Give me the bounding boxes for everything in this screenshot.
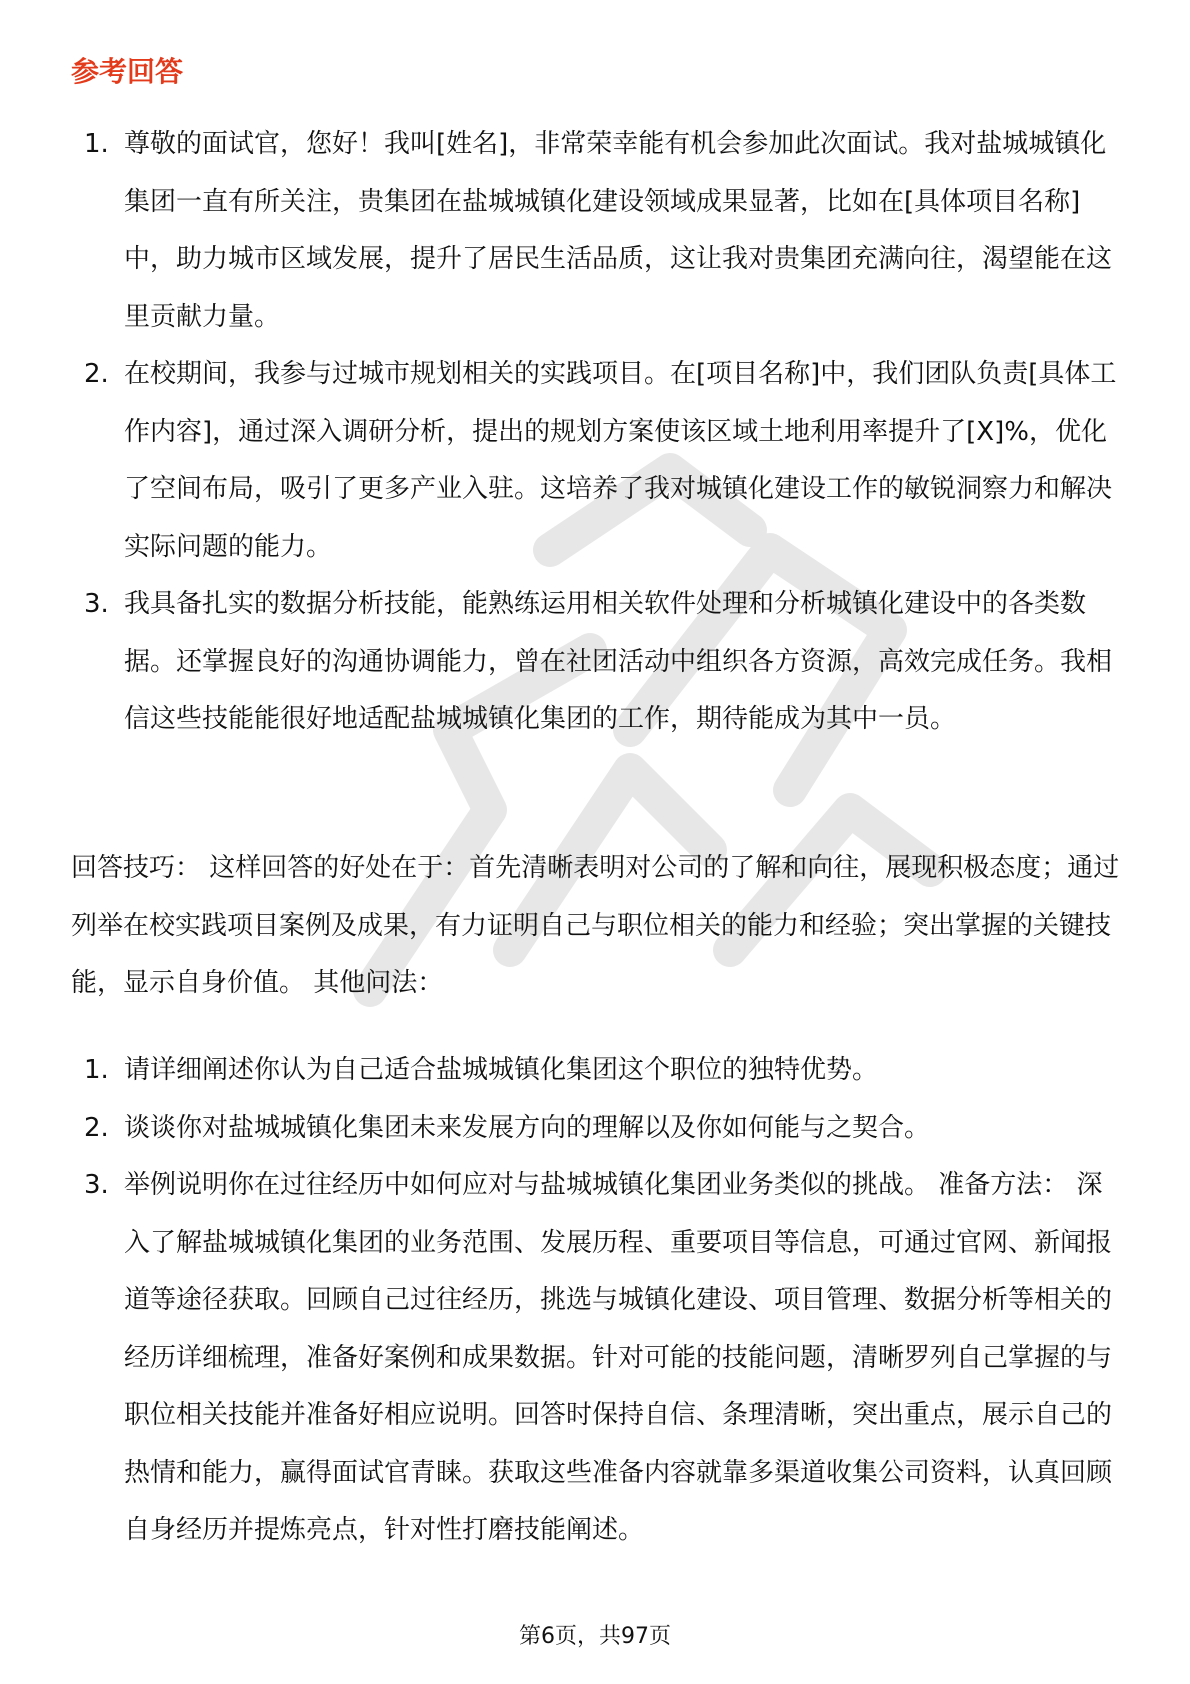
list-item	[0, 116, 1190, 346]
list-number: 2.	[84, 359, 109, 389]
list-item	[0, 1042, 1190, 1100]
list-item-text: 举例说明你在过往经历中如何应对与盐城城镇化集团业务类似的挑战。 准备方法： 深入了解盐城城镇化集团的业务范围、发展历程、重要项目等信息，可通过官网、新闻报道等途径获取。回顾自己过往经历，挑选与城镇化建设、项目管理、数据分析等相关的经历详细梳理，准备好案例和成果数据。针对可能的技能问题，清晰罗列自己掌握的与职位相关技能并准备好相应说明。回答时保持自信、条理清晰，突出重点，展示自己的热情和能力，赢得面试官青睐。获取这些准备内容就靠多渠道收集公司资料，认真回顾自身经历并提炼亮点，针对性打磨技能阐述。	[124, 1170, 1113, 1545]
list-number: 3.	[84, 589, 109, 619]
tips-paragraph: 回答技巧： 这样回答的好处在于：首先清晰表明对公司的了解和向往，展现积极态度；通过列举在校实践项目案例及成果，有力证明自己与职位相关的能力和经验；突出掌握的关键技能，显示自身价值。 其他问法：	[71, 853, 1120, 998]
list-item	[0, 576, 1190, 749]
list-number: 2.	[84, 1112, 109, 1143]
list-item-text: 请详细阐述你认为自己适合盐城城镇化集团这个职位的独特优势。	[124, 1055, 879, 1085]
list-item-text: 尊敬的面试官，您好！我叫[姓名]，非常荣幸能有机会参加此次面试。我对盐城城镇化集团一直有所关注，贵集团在盐城城镇化建设领域成果显著，比如在[具体项目名称]中，助力城市区域发展，提升了居民生活品质，这让我对贵集团充满向往，渴望能在这里贡献力量。	[124, 129, 1113, 332]
list-number: 3.	[84, 1170, 109, 1200]
other-questions-list	[0, 1042, 1190, 1560]
list-number: 1.	[84, 129, 109, 159]
list-item	[0, 1100, 1190, 1158]
page-footer: 第6页，共97页	[519, 1624, 671, 1649]
section-title: 参考回答	[71, 55, 184, 88]
answer-list	[0, 116, 1190, 749]
list-item-text: 我具备扎实的数据分析技能，能熟练运用相关软件处理和分析城镇化建设中的各类数据。还掌握良好的沟通协调能力，曾在社团活动中组织各方资源，高效完成任务。我相信这些技能能很好地适配盐城城镇化集团的工作，期待能成为其中一员。	[124, 589, 1113, 734]
list-number: 1.	[84, 1055, 109, 1085]
list-item	[0, 346, 1190, 576]
list-item-text: 在校期间，我参与过城市规划相关的实践项目。在[项目名称]中，我们团队负责[具体工作内容]，通过深入调研分析，提出的规划方案使该区域土地利用率提升了[X]%，优化了空间布局，吸引了更多产业入驻。这培养了我对城镇化建设工作的敏锐洞察力和解决实际问题的能力。	[124, 359, 1117, 562]
list-item-text: 谈谈你对盐城城镇化集团未来发展方向的理解以及你如何能与之契合。	[124, 1112, 931, 1143]
list-item	[0, 1157, 1190, 1560]
